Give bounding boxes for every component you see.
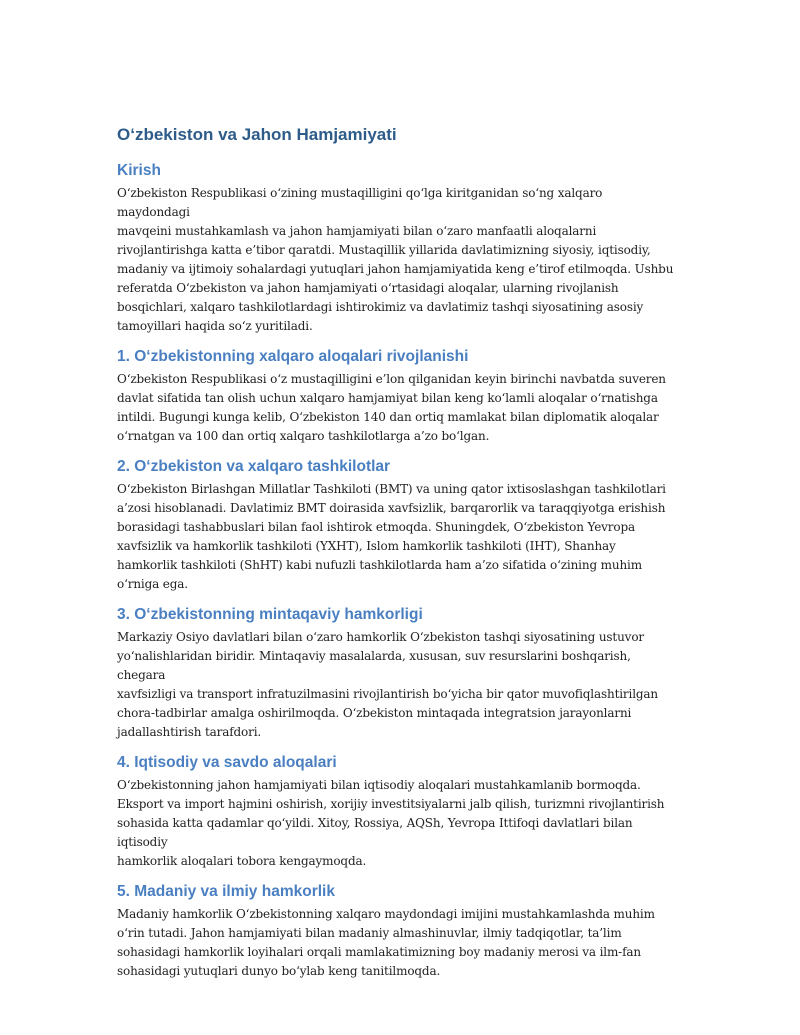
section-body: Markaziy Osiyo davlatlari bilan o‘zaro hamkorlik O‘zbekiston tashqi siyosatining ustuvor yo‘nalishlaridan biridir. Mintaqaviy masalalarda, xususan, suv resurslarini boshqarish, chegara xavfsizligi va transport infratuzilmasini rivojlantirish bo‘yicha bir qator muvofiqlashtirilgan chora-tadbirlar amalga oshirilmoqda. O‘zbekiston mintaqada integratsion jarayonlarni jadallashtirish tarafdori. [117,630,659,739]
section-5 [117,882,677,981]
section-3 [117,605,677,742]
section-heading: 3. O‘zbekistonning mintaqaviy hamkorligi [117,606,423,623]
section-body: O‘zbekiston Birlashgan Millatlar Tashkiloti (BMT) va uning qator ixtisoslashgan tashkilotlari a’zosi hisoblanadi. Davlatimiz BMT doirasida xavfsizlik, barqarorlik va taraqqiyotga erishish borasidagi tashabbuslari bilan faol ishtirok etmoqda. Shuningdek, O‘zbekiston Yevropa xavfsizlik va hamkorlik tashkiloti (YXHT), Islom hamkorlik tashkiloti (IHT), Shanhay hamkorlik tashkiloti (ShHT) kabi nufuzli tashkilotlarda ham a’zo sifatida o‘zining muhim o‘rniga ega. [117,482,666,591]
section-2 [117,457,677,594]
section-heading: Kirish [117,162,161,179]
section-heading: 5. Madaniy va ilmiy hamkorlik [117,883,335,900]
section-heading: 1. O‘zbekistonning xalqaro aloqalari rivojlanishi [117,348,469,365]
document-page [117,124,677,992]
document-title: O‘zbekiston va Jahon Hamjamiyati [117,125,397,144]
section-4 [117,753,677,871]
section-body: O‘zbekistonning jahon hamjamiyati bilan iqtisodiy aloqalari mustahkamlanib bormoqda. Eksport va import hajmini oshirish, xorijiy investitsiyalarni jalb qilish, turizmni rivojlantirish sohasida katta qadamlar qo‘yildi. Xitoy, Rossiya, AQSh, Yevropa Ittifoqi davlatlari bilan iqtisodiy hamkorlik aloqalari tobora kengaymoqda. [117,778,665,868]
section-1 [117,347,677,446]
section-body: O‘zbekiston Respublikasi o‘z mustaqilligini e’lon qilganidan keyin birinchi navbatda suveren davlat sifatida tan olish uchun xalqaro hamjamiyat bilan keng ko‘lamli aloqalar o‘rnatishga intildi. Bugungi kunga kelib, O‘zbekiston 140 dan ortiq mamlakat bilan diplomatik aloqalar o‘rnatgan va 100 dan ortiq xalqaro tashkilotlarga a’zo bo‘lgan. [117,372,666,443]
section-heading: 2. O‘zbekiston va xalqaro tashkilotlar [117,458,391,475]
section-body: Madaniy hamkorlik O‘zbekistonning xalqaro maydondagi imijini mustahkamlashda muhim o‘rin tutadi. Jahon hamjamiyati bilan madaniy almashinuvlar, ilmiy tadqiqotlar, ta’lim sohasidagi hamkorlik loyihalari orqali mamlakatimizning boy madaniy merosi va ilm-fan sohasidagi yutuqlari dunyo bo‘ylab keng tanitilmoqda. [117,907,655,978]
section-kirish [117,161,677,336]
section-heading: 4. Iqtisodiy va savdo aloqalari [117,754,337,771]
section-body: O‘zbekiston Respublikasi o‘zining mustaqilligini qo‘lga kiritganidan so‘ng xalqaro maydondagi mavqeini mustahkamlash va jahon hamjamiyati bilan o‘zaro manfaatli aloqalarni rivojlantirishga katta e’tibor qaratdi. Mustaqillik yillarida davlatimizning siyosiy, iqtisodiy, madaniy va ijtimoiy sohalardagi yutuqlari jahon hamjamiyatida keng e’tirof etilmoqda. Ushbu referatda O‘zbekiston va jahon hamjamiyati o‘rtasidagi aloqalar, ularning rivojlanish bosqichlari, xalqaro tashkilotlardagi ishtirokimiz va davlatimiz tashqi siyosatining asosiy tamoyillari haqida so‘z yuritiladi. [117,186,674,333]
